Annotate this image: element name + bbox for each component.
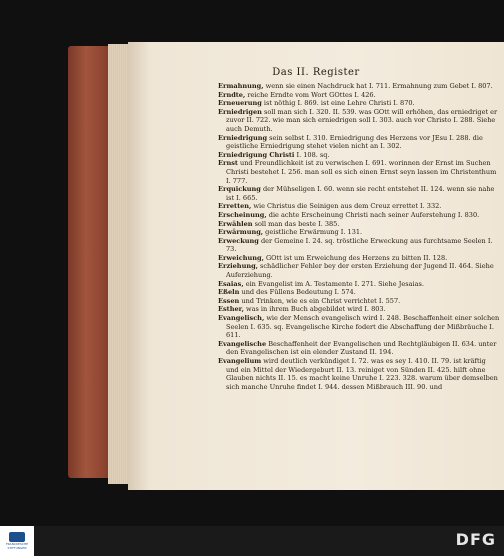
entry-headword: Esaias,: [218, 279, 244, 288]
register-entry: [218, 91, 500, 100]
entry-headword: Erndte,: [218, 90, 246, 99]
entry-text: und Freundlichkeit ist zu verwischen I. 691. worinnen der Ernst im Suchen Christi bestehet I. 256. man soll es sich einen Ernst seyn lassen im Christenthum I. 777.: [226, 159, 497, 185]
register-entry: [218, 82, 500, 91]
register-entry: [218, 108, 500, 134]
entry-headword: Erweichung,: [218, 253, 264, 262]
entry-headword: Erneuerung: [218, 99, 262, 108]
entry-headword: Ernst: [218, 159, 238, 168]
entry-headword: Erretten,: [218, 202, 252, 211]
register-entry: [218, 185, 500, 202]
entry-headword: Erniedrigung Christi: [218, 150, 295, 159]
franckesche-stiftungen-logo: [0, 526, 34, 556]
entry-text: soll man sich I. 320. II. 539. was GOtt will erhöhen, das erniedriget er zuvor II. 722. wie man sich erniedrigen soll I. 303. auch vor Christo I. 288. Siehe auch Demuth.: [226, 107, 498, 133]
register-entry: [218, 262, 500, 279]
entry-headword: Erweckung: [218, 236, 259, 245]
register-entry: [218, 134, 500, 151]
footer-strip: [0, 526, 504, 556]
entry-headword: Erwärmung,: [218, 228, 264, 237]
entry-headword: Ermahnung,: [218, 82, 264, 90]
entry-text: GOtt ist um Erweichung des Herzens zu bitten II. 128.: [263, 253, 448, 262]
entry-text: wenn sie einen Nachdruck hat I. 711. Ermahnung zum Gebet I. 807.: [263, 82, 493, 90]
entry-text: was in ihrem Buch abgebildet wird I. 803.: [243, 305, 386, 314]
register-entry: [218, 159, 500, 185]
dfg-logo: DFG: [455, 530, 496, 549]
register-entry: [218, 305, 500, 314]
entry-text: wie der Mensch evangelisch wird I. 248. Beschaffenheit einer solchen Seelen I. 635. sq. Evangelische Kirche fodert die Abschaffung der Mißbräuche I. 611.: [226, 314, 500, 340]
entry-headword: Evangelisch,: [218, 314, 265, 323]
register-entry: [218, 202, 500, 211]
register-entry: [218, 220, 500, 229]
entry-headword: Eßeln: [218, 288, 240, 297]
entry-headword: Erwählen: [218, 219, 253, 228]
logo-mark-icon: [9, 532, 25, 542]
register-entry: [218, 237, 500, 254]
running-head: Das II. Register: [272, 67, 360, 78]
entry-headword: Erziehung,: [218, 262, 258, 271]
entry-text: reiche Erndte vom Wort GOttes I. 426.: [245, 90, 376, 99]
register-entry: [218, 297, 500, 306]
entry-text: ein Evangelist im A. Testamente I. 271. Siehe Jesaias.: [243, 279, 424, 288]
entry-headword: Erniedrigung: [218, 133, 268, 142]
entry-text: schädlicher Fehler bey der ersten Erziehung der Jugend II. 464. Siehe Auferziehung.: [226, 262, 494, 280]
register-entry: [218, 99, 500, 108]
register-entries: [218, 82, 500, 391]
entry-text: die achte Erscheinung Christi nach seiner Auferstehung I. 830.: [266, 210, 480, 219]
register-entry: [218, 357, 500, 391]
register-entry: [218, 254, 500, 263]
entry-text: ist nöthig I. 869. ist eine Lehre Christi I. 870.: [261, 99, 415, 108]
entry-headword: Erscheinung,: [218, 210, 267, 219]
entry-text: und des Füllens Bedeutung I. 574.: [239, 288, 356, 297]
entry-text: Beschaffenheit der Evangelischen und Rechtgläubigen II. 634. unter den Evangelischen ist ein elender Zustand II. 194.: [226, 339, 497, 357]
entry-headword: Evangelium: [218, 357, 262, 365]
entry-text: der Mühseligen I. 60. wenn sie recht entstehet II. 124. wenn sie nahe ist I. 665.: [226, 185, 495, 202]
register-entry: [218, 340, 500, 357]
register-entry: [218, 314, 500, 340]
entry-text: I. 108. sq.: [294, 150, 330, 159]
entry-text: wird deutlich verkündiget I. 72. was es sey I. 410. II. 79. ist kräftig und ein Mittel der Wiedergeburt II. 13. reiniget von Sünden II. 425. hilft ohne Glauben nichts II. 15. es macht keine Unruhe I. 223. 328. warum über demselben sich manche Unruhe findet I. 944. dessen Mißbrauch III. 90. und: [226, 357, 498, 391]
entry-headword: Erquickung: [218, 185, 261, 194]
register-entry: [218, 288, 500, 297]
entry-text: soll man das beste I. 385.: [252, 219, 340, 228]
entry-text: und Trinken, wie es ein Christ verrichtet I. 557.: [239, 296, 401, 305]
entry-text: wie Christus die Seinigen aus dem Creuz errettet I. 332.: [251, 202, 442, 211]
entry-headword: Essen: [218, 296, 240, 305]
entry-text: sein selbst I. 310. Erniedrigung des Herzens vor JEsu I. 288. die geistliche Erniedrigung stehet vielen nicht an I. 302.: [226, 133, 483, 151]
register-entry: [218, 280, 500, 289]
book-page: [128, 42, 504, 490]
register-entry: [218, 151, 500, 160]
register-entry: [218, 228, 500, 237]
entry-headword: Erniedrigen: [218, 107, 262, 116]
register-entry: [218, 211, 500, 220]
logo-left-text: FRANCKESCHE STIFTUNGEN: [5, 542, 29, 550]
entry-headword: Esther,: [218, 305, 244, 314]
entry-headword: Evangelische: [218, 339, 267, 348]
entry-text: der Gemeine I. 24. sq. tröstliche Erweckung aus furchtsame Seelen I. 73.: [226, 236, 493, 254]
entry-text: geistliche Erwärmung I. 131.: [263, 228, 363, 237]
